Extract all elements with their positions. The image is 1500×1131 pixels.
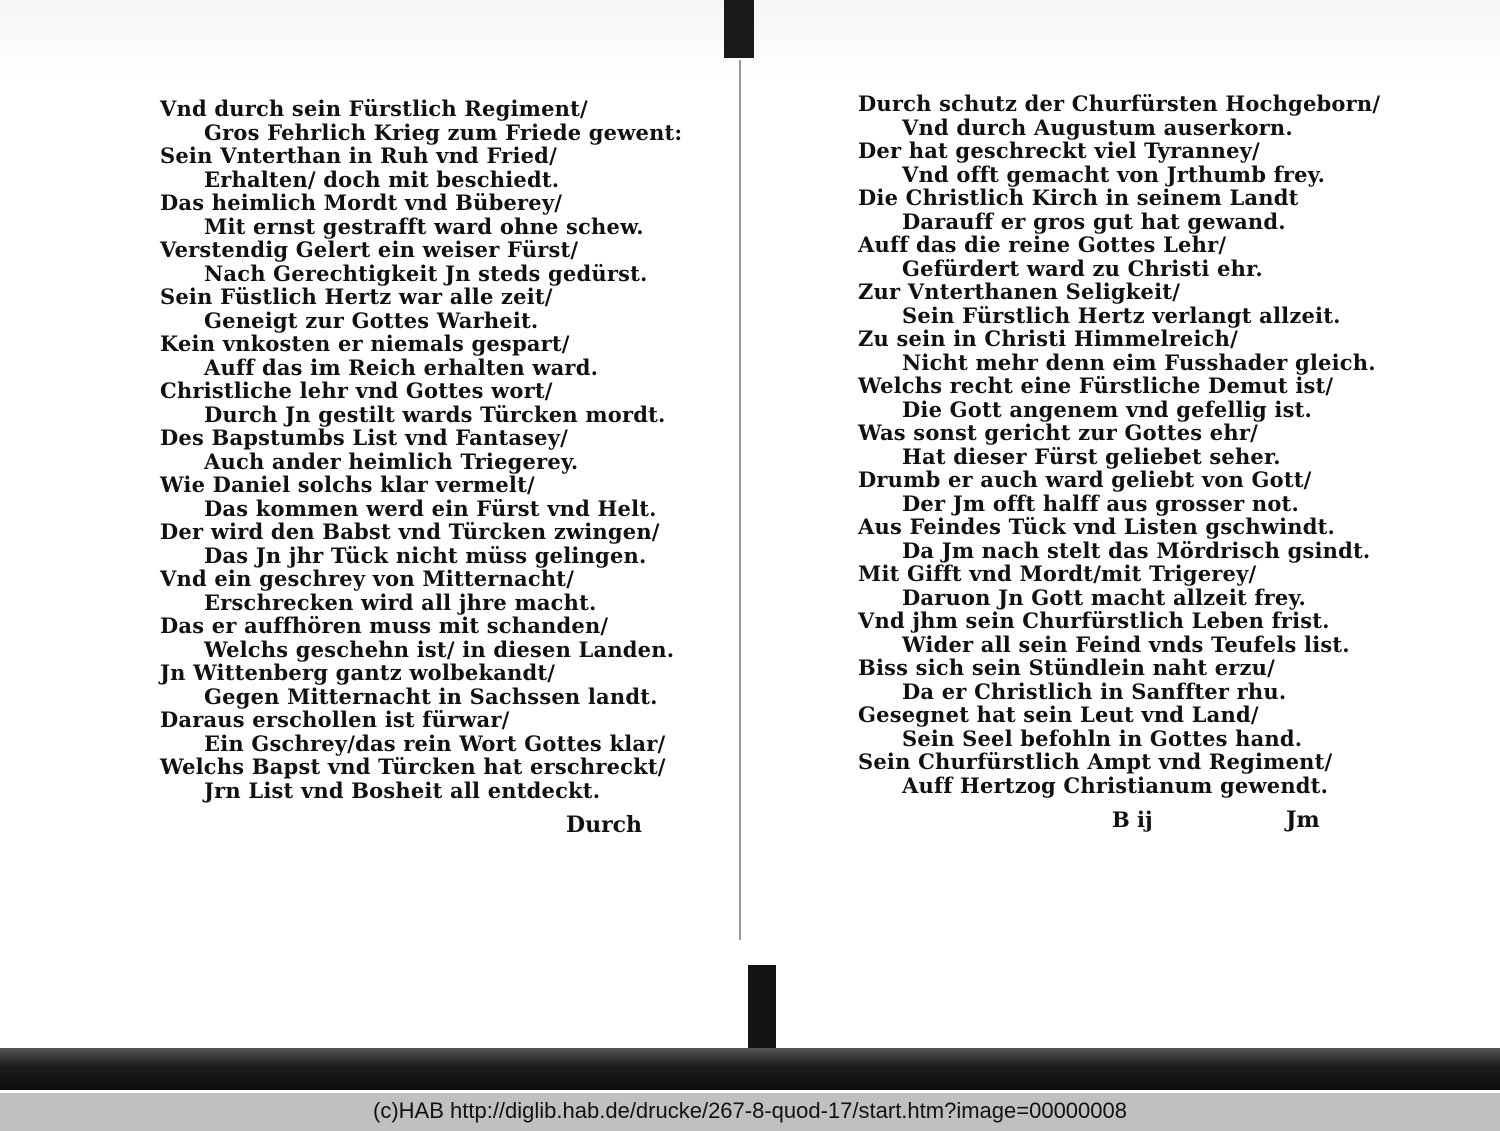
gutter-top-shadow xyxy=(724,0,754,58)
verse-line: Sein Füstlich Hertz war alle zeit/ xyxy=(160,284,553,309)
verse-line: Die Christlich Kirch in seinem Landt xyxy=(858,185,1299,210)
verse-line: Gegen Mitternacht in Sachssen landt. xyxy=(204,683,658,709)
verse-line: Auch ander heimlich Triegerey. xyxy=(204,448,579,474)
right-page-verse xyxy=(858,92,1380,797)
verse-line: Drumb er auch ward geliebt von Gott/ xyxy=(858,467,1312,492)
verse-line: Die Gott angenem vnd gefellig ist. xyxy=(902,396,1313,422)
verse-line: Durch schutz der Churfürsten Hochgeborn/ xyxy=(858,91,1381,116)
verse-line: Zu sein in Christi Himmelreich/ xyxy=(858,326,1238,351)
verse-line: Das er auffhören muss mit schanden/ xyxy=(160,613,609,638)
verse-line: Vnd ein geschrey von Mitternacht/ xyxy=(160,566,575,591)
right-catchword: Jm xyxy=(1286,807,1320,833)
verse-line: Auff das die reine Gottes Lehr/ xyxy=(858,232,1227,257)
left-catchword: Durch xyxy=(566,812,643,838)
verse-line: Nicht mehr denn eim Fusshader gleich. xyxy=(902,349,1376,375)
verse-line: Welchs geschehn ist/ in diesen Landen. xyxy=(204,636,675,662)
verse-line: Jn Wittenberg gantz wolbekandt/ xyxy=(160,660,556,685)
verse-line: Vnd offt gemacht von Jrthumb frey. xyxy=(902,161,1326,187)
verse-line: Der hat geschreckt viel Tyranney/ xyxy=(858,138,1260,163)
verse-line: Zur Vnterthanen Seligkeit/ xyxy=(858,279,1181,304)
verse-line: Daraus erschollen ist fürwar/ xyxy=(160,707,510,732)
verse-line: Welchs recht eine Fürstliche Demut ist/ xyxy=(858,373,1334,398)
verse-line: Welchs Bapst vnd Türcken hat erschreckt/ xyxy=(160,754,666,779)
verse-line: Durch Jn gestilt wards Türcken mordt. xyxy=(204,401,666,427)
verse-line: Gesegnet hat sein Leut vnd Land/ xyxy=(858,702,1259,727)
verse-line: Der Jm offt halff aus grosser not. xyxy=(902,490,1299,516)
verse-line: Darauff er gros gut hat gewand. xyxy=(902,208,1286,234)
verse-line: Christliche lehr vnd Gottes wort/ xyxy=(160,378,553,403)
verse-line: Biss sich sein Stündlein naht erzu/ xyxy=(858,655,1276,680)
verse-line: Kein vnkosten er niemals gespart/ xyxy=(160,331,570,356)
verse-line: Ein Gschrey/das rein Wort Gottes klar/ xyxy=(204,730,666,756)
verse-line: Erschrecken wird all jhre macht. xyxy=(204,589,597,615)
verse-line: Das heimlich Mordt vnd Büberey/ xyxy=(160,190,563,215)
verse-line: Was sonst gericht zur Gottes ehr/ xyxy=(858,420,1258,445)
verse-line: Das Jn jhr Tück nicht müss gelingen. xyxy=(204,542,647,568)
verse-line: Da Jm nach stelt das Mördrisch gsindt. xyxy=(902,537,1371,563)
verse-line: Wider all sein Feind vnds Teufels list. xyxy=(902,631,1350,657)
verse-line: Vnd jhm sein Churfürstlich Leben frist. xyxy=(858,608,1330,633)
verse-line: Des Bapstumbs List vnd Fantasey/ xyxy=(160,425,569,450)
left-page-verse xyxy=(160,97,682,802)
verse-line: Gefürdert ward zu Christi ehr. xyxy=(902,255,1263,281)
verse-line: Daruon Jn Gott macht allzeit frey. xyxy=(902,584,1306,610)
verse-line: Verstendig Gelert ein weiser Fürst/ xyxy=(160,237,579,262)
verse-line: Mit Gifft vnd Mordt/mit Trigerey/ xyxy=(858,561,1257,586)
verse-line: Sein Vnterthan in Ruh vnd Fried/ xyxy=(160,143,557,168)
verse-line: Das kommen werd ein Fürst vnd Helt. xyxy=(204,495,657,521)
scan-bottom-edge xyxy=(0,1048,1500,1090)
verse-line: Auff das im Reich erhalten ward. xyxy=(204,354,599,380)
verse-line: Vnd durch sein Fürstlich Regiment/ xyxy=(160,96,588,121)
verse-line: Vnd durch Augustum auserkorn. xyxy=(902,114,1293,140)
verse-line: Nach Gerechtigkeit Jn steds gedürst. xyxy=(204,260,648,286)
verse-line: Der wird den Babst vnd Türcken zwingen/ xyxy=(160,519,660,544)
verse-line: Sein Fürstlich Hertz verlangt allzeit. xyxy=(902,302,1341,328)
verse-line: Sein Seel befohln in Gottes hand. xyxy=(902,725,1303,751)
signature-mark: B ij xyxy=(1112,807,1153,832)
verse-line: Jrn List vnd Bosheit all entdeckt. xyxy=(204,777,601,803)
verse-line: Mit ernst gestrafft ward ohne schew. xyxy=(204,213,644,239)
verse-line: Da er Christlich in Sanffter rhu. xyxy=(902,678,1287,704)
verse-line: Auff Hertzog Christianum gewendt. xyxy=(902,772,1329,798)
verse-line: Aus Feindes Tück vnd Listen gschwindt. xyxy=(858,514,1336,539)
verse-line: Wie Daniel solchs klar vermelt/ xyxy=(160,472,535,497)
verse-line: Sein Churfürstlich Ampt vnd Regiment/ xyxy=(858,749,1333,774)
verse-line: Erhalten/ doch mit beschiedt. xyxy=(204,166,560,192)
verse-line: Geneigt zur Gottes Warheit. xyxy=(204,307,539,333)
verse-line: Hat dieser Fürst geliebet seher. xyxy=(902,443,1281,469)
verse-line: Gros Fehrlich Krieg zum Friede gewent: xyxy=(204,119,683,145)
gutter-fold xyxy=(739,60,741,940)
copyright-footer-text: (c)HAB http://diglib.hab.de/drucke/267-8-quod-17/start.htm?image=00000008 xyxy=(373,1098,1127,1123)
